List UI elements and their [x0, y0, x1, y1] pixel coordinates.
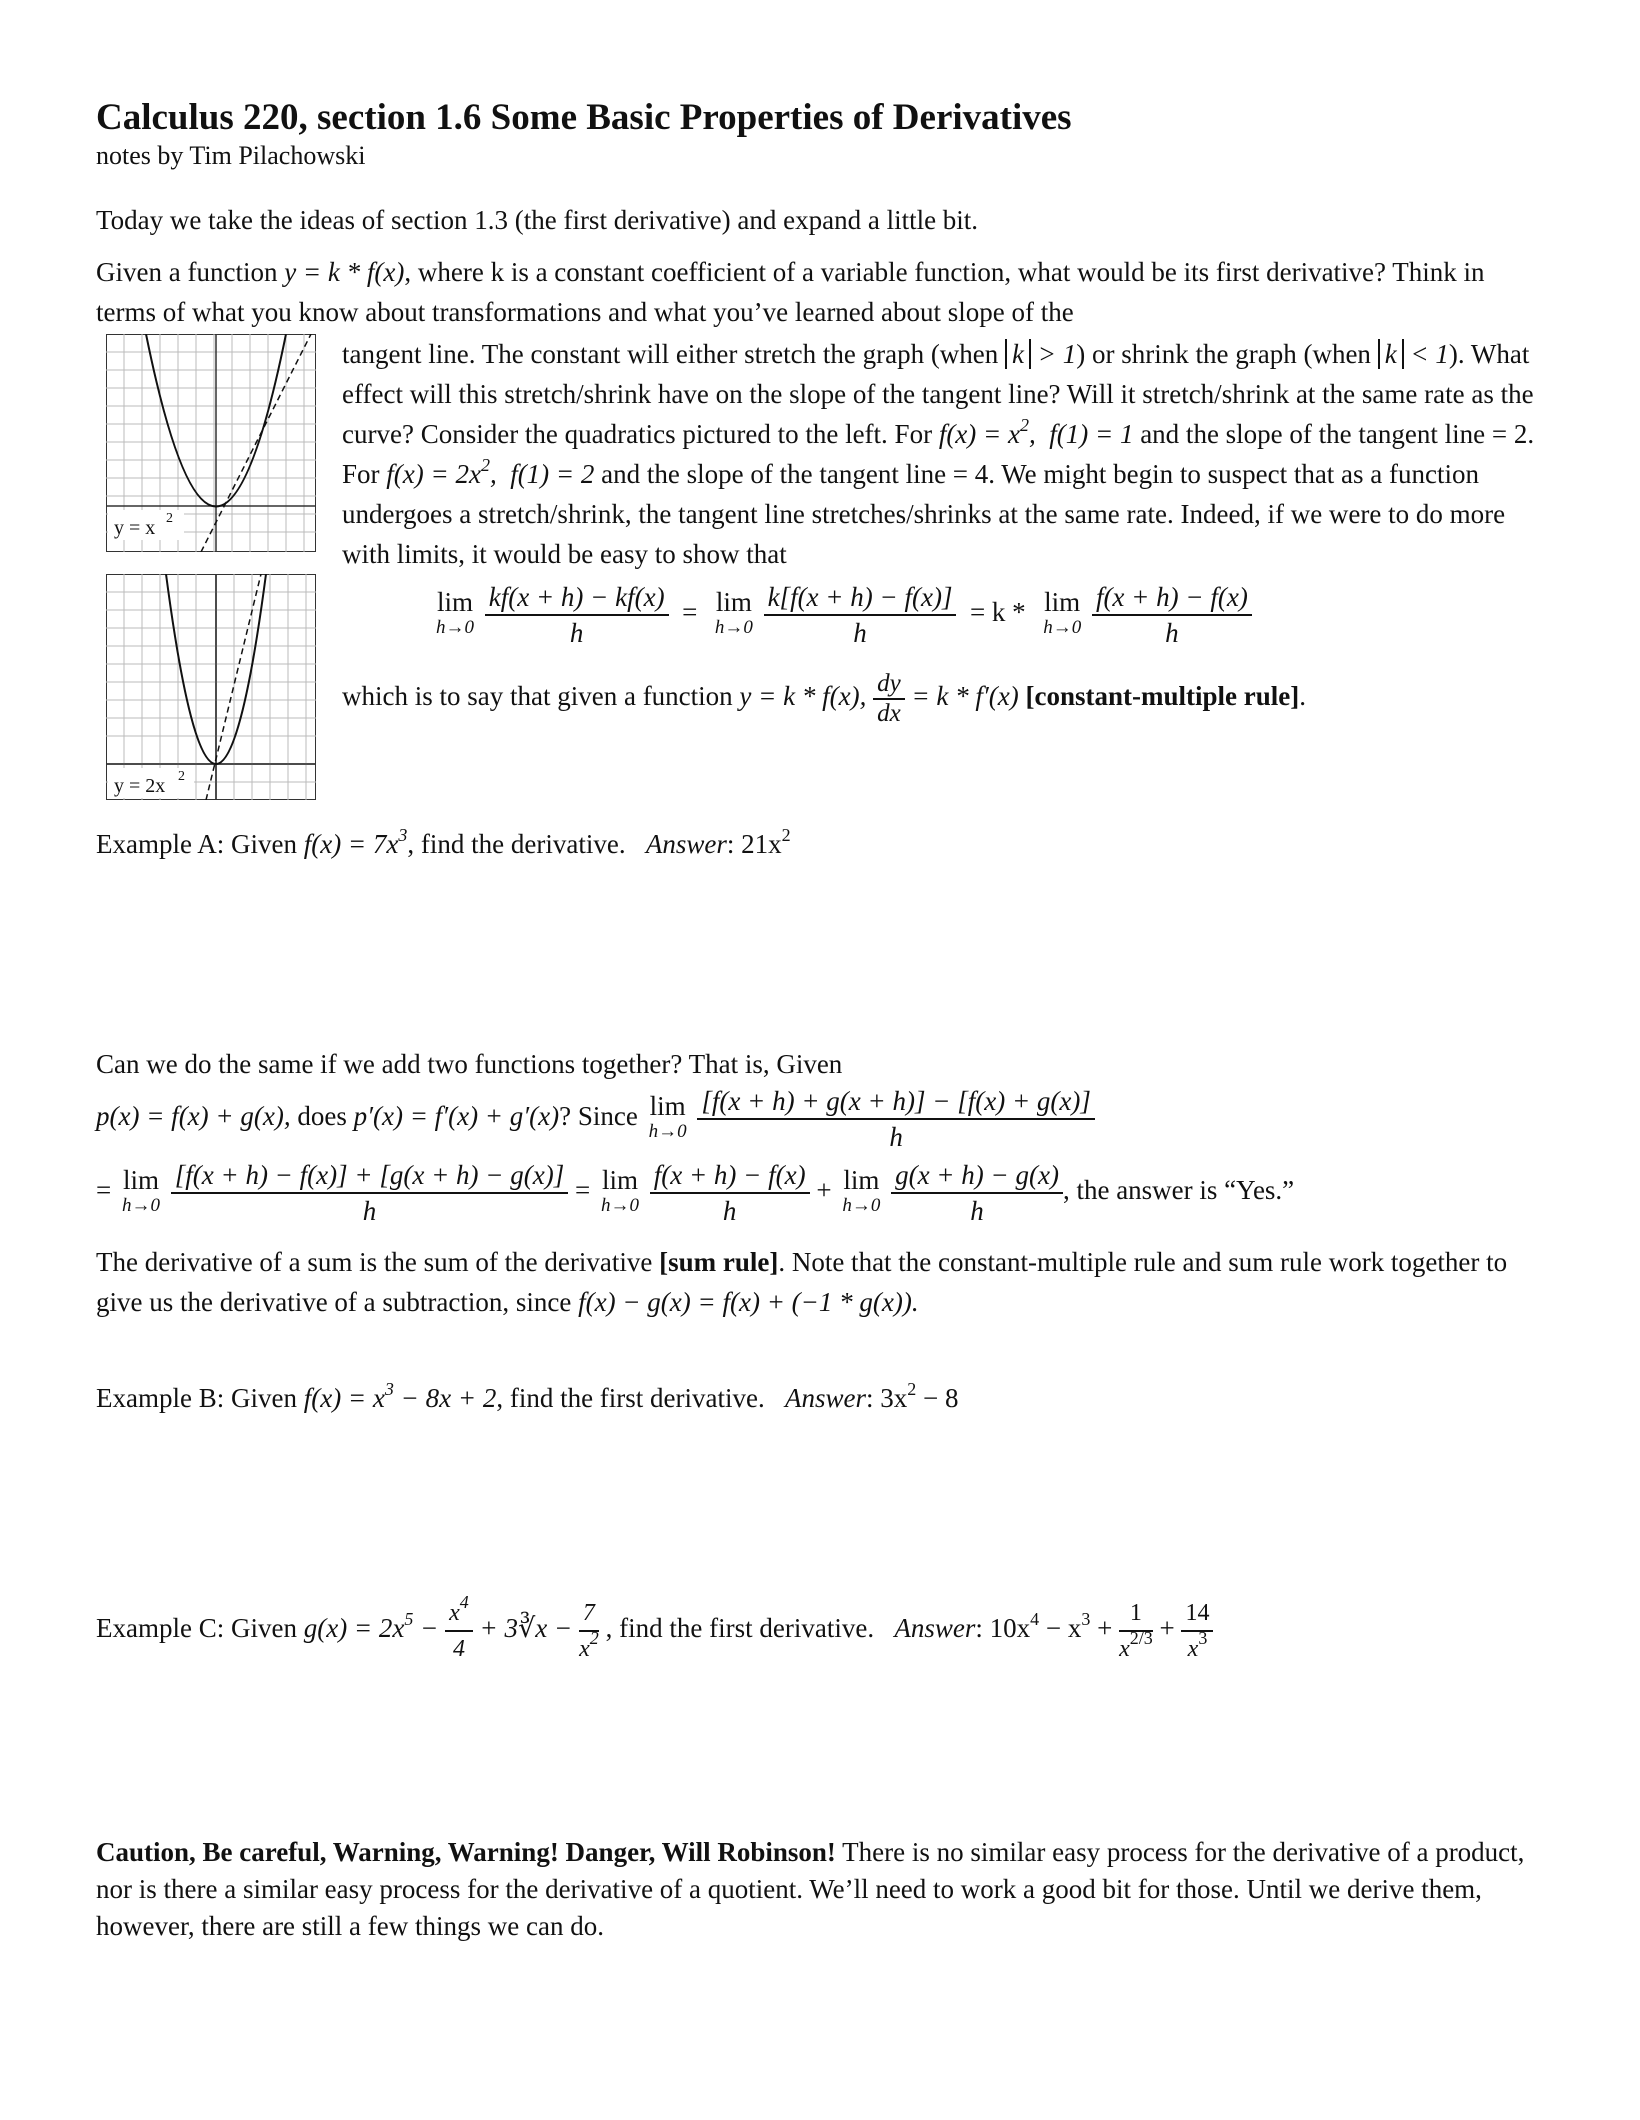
math-function: y = k * f(x) [284, 257, 405, 287]
svg-text:2: 2 [166, 511, 173, 526]
sum-section: Can we do the same if we add two functions together? That is, Given p(x) = f(x) + g(x), does p′(x) = f′(x) + g′(x)? Since lim h→0 $\frac{[f(x + h) + g(x + h)] - [f(x) + g(x)]}{h}$ = lim h→0 $\frac{[f(x + h) - f(x)] + [g(x + h) - g(x)]}{h}$ = lim h→0 $\frac{f(x + h) - f(x)}{h}$ + lim h→0 $\frac{g(x + h) - g(x)}{h}$ , the answer is “Yes.” The derivative of a sum is the sum of the derivative [sum rule]. Note that the constant-multiple rule and sum rule work together to give us the derivative of a subtraction, since f(x) − g(x) = f(x) + (−1 * g(x)). [96, 1049, 1508, 1317]
document-page [96, 96, 1536, 1941]
intro-paragraph: Today we take the ideas of section 1.3 (the first derivative) and expand a little bit. [96, 205, 979, 235]
caution-paragraph: Caution, Be careful, Warning, Warning! Danger, Will Robinson! There is no similar easy process for the derivative of a product, nor is there a similar easy process for the derivative of a quotient. We’ll need to work a good bit for those. Until we derive them, however, there are still a few things we can do. [96, 1837, 1525, 1941]
rule-label: [constant-multiple rule] [1025, 681, 1300, 712]
given-paragraph: Given a function y = k * f(x), where k is a constant coefficient of a variable function, what would be its first derivative? Think in terms of what you know about transformations and what you’ve learned about slope of the [96, 257, 1485, 327]
example-a: Example A: Given $f(x) = 7x^3$, find the derivative. Answer: $21x^2$ [96, 825, 791, 859]
rule-label: [sum rule] [659, 1247, 779, 1277]
graph-y-x-squared [106, 334, 316, 552]
example-b: Example B: Given $f(x) = x^3 - 8x + 2$, find the first derivative. Answer: $3x^2 - 8$ [96, 1379, 959, 1413]
example-c: Example C: Given $g(x) = 2x^5$ − $\frac{x^4}{4}$ + 3∛x − $\frac{7}{x^2}$ , find the first derivative. Answer: $10x^4 - x^3$ + $\frac{1}{x^{2/3}}$ + $\frac{14}{x^3}$ [96, 1596, 1213, 1666]
byline: notes by Tim Pilachowski [96, 141, 366, 170]
graph-label: y = x [114, 517, 156, 539]
svg-text:2: 2 [178, 769, 185, 784]
graph-label: y = 2x [114, 775, 166, 797]
side-text: tangent line. The constant will either stretch the graph (when k > 1) or shrink the graph (when k < 1). What effect will this stretch/shrink have on the slope of the tangent line? Will it stretch/shrink at the same rate as the curve? Consider the quadratics pictured to the left. For $f(x) = x^2$, f(1) = 1 and the slope of the tangent line = 2. For $f(x) = 2x^2$, f(1) = 2 and the slope of the tangent line = 4. We might begin to suspect that as a function undergoes a stretch/shrink, the tangent line stretches/shrinks at the same rate. Indeed, if we were to do more with limits, it would be easy to show that lim h→0 $\frac{kf(x + h) - kf(x)}{h}$ = lim h→0 $\frac{k[f(x + h) - f(x)]}{h}$ = k * lim h→0 $\frac{f(x + h) - f(x)}{h}$ which is to say that given a function y = k * f(x), $\frac{dy}{dx}$ = k * f′(x) [constant-multiple rule]. [342, 339, 1535, 727]
graph-y-2x-squared [106, 574, 316, 800]
page-title: Calculus 220, section 1.6 Some Basic Properties of Derivatives [96, 97, 1072, 138]
limit-derivation: lim h→0 $\frac{kf(x + h) - kf(x)}{h}$ = lim h→0 $\frac{k[f(x + h) - f(x)]}{h}$ = k * lim h→0 $\frac{f(x + h) - f(x)}{h}$ [432, 580, 1536, 666]
